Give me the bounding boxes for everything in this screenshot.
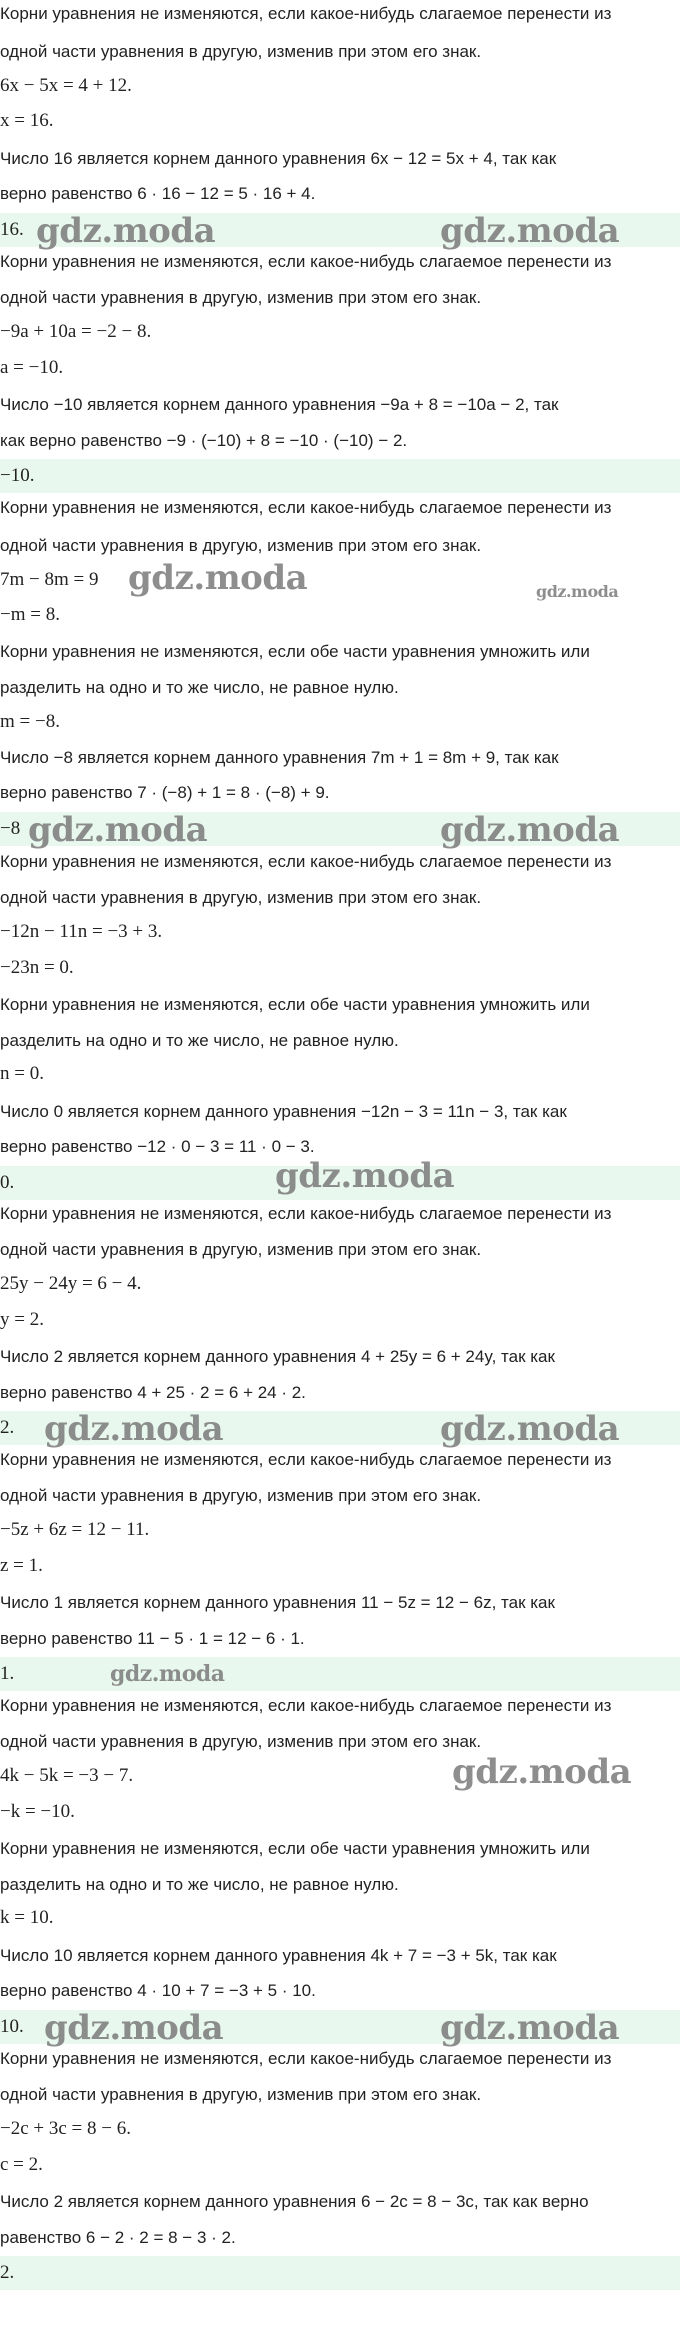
watermark: gdz.moda <box>440 1409 620 1449</box>
text-line: верно равенство 4 + 25 · 2 = 6 + 24 · 2. <box>0 1383 306 1402</box>
text-line: Число −8 является корнем данного уравнения 7m + 1 = 8m + 9, так как <box>0 748 559 767</box>
answer-value: 1. <box>0 1663 15 1684</box>
equation-line: x = 16. <box>0 110 54 131</box>
text-line: Корни уравнения не изменяются, если какое-нибудь слагаемое перенести из <box>0 498 612 517</box>
watermark: gdz.moda <box>440 810 620 850</box>
equation-line: k = 10. <box>0 1907 54 1928</box>
text-line: одной части уравнения в другую, изменив при этом его знак. <box>0 2085 482 2104</box>
watermark: gdz.moda <box>440 211 620 251</box>
answer-value: 16. <box>0 219 24 240</box>
text-line: верно равенство 4 · 10 + 7 = −3 + 5 · 10. <box>0 1981 316 2000</box>
equation-line: 7m − 8m = 9 <box>0 569 99 590</box>
equation-line: −m = 8. <box>0 604 60 625</box>
text-line: одной части уравнения в другую, изменив при этом его знак. <box>0 888 482 907</box>
text-line: одной части уравнения в другую, изменив при этом его знак. <box>0 42 482 61</box>
answer-value: −10. <box>0 465 35 486</box>
text-line: как верно равенство −9 · (−10) + 8 = −10 · (−10) − 2. <box>0 431 408 450</box>
watermark: gdz.moda <box>128 558 308 598</box>
text-line: Число 1 является корнем данного уравнения 11 − 5z = 12 − 6z, так как <box>0 1593 555 1612</box>
answer-value: 2. <box>0 2262 15 2283</box>
text-line: Число 2 является корнем данного уравнения 6 − 2c = 8 − 3c, так как верно <box>0 2192 589 2211</box>
text-line: Число 10 является корнем данного уравнения 4k + 7 = −3 + 5k, так как <box>0 1946 557 1965</box>
equation-line: n = 0. <box>0 1063 44 1084</box>
text-line: Корни уравнения не изменяются, если какое-нибудь слагаемое перенести из <box>0 1204 612 1223</box>
equation-line: 25y − 24y = 6 − 4. <box>0 1273 142 1294</box>
equation-line: z = 1. <box>0 1555 43 1576</box>
text-line: Число −10 является корнем данного уравнения −9a + 8 = −10a − 2, так <box>0 395 559 414</box>
text-line: Число 16 является корнем данного уравнения 6x − 12 = 5x + 4, так как <box>0 149 557 168</box>
text-line: верно равенство −12 · 0 − 3 = 11 · 0 − 3. <box>0 1137 315 1156</box>
text-line: Корни уравнения не изменяются, если обе части уравнения умножить или <box>0 1839 590 1858</box>
watermark: gdz.moda <box>275 1156 455 1196</box>
equation-line: m = −8. <box>0 711 60 732</box>
text-line: Число 0 является корнем данного уравнения −12n − 3 = 11n − 3, так как <box>0 1102 567 1121</box>
watermark: gdz.moda <box>440 2008 620 2048</box>
equation-line: −12n − 11n = −3 + 3. <box>0 921 163 942</box>
equation-line: −k = −10. <box>0 1801 75 1822</box>
answer-row <box>0 2256 680 2290</box>
answer-row <box>0 459 680 493</box>
text-line: Корни уравнения не изменяются, если какое-нибудь слагаемое перенести из <box>0 4 612 23</box>
answer-value: 2. <box>0 1417 15 1438</box>
text-line: верно равенство 11 − 5 · 1 = 12 − 6 · 1. <box>0 1629 305 1648</box>
text-line: верно равенство 6 · 16 − 12 = 5 · 16 + 4. <box>0 184 316 203</box>
text-line: Корни уравнения не изменяются, если обе части уравнения умножить или <box>0 995 590 1014</box>
text-line: разделить на одно и то же число, не равное нулю. <box>0 678 399 697</box>
text-line: одной части уравнения в другую, изменив при этом его знак. <box>0 1732 482 1751</box>
equation-line: −2c + 3c = 8 − 6. <box>0 2118 131 2139</box>
text-line: одной части уравнения в другую, изменив при этом его знак. <box>0 536 482 555</box>
equation-line: c = 2. <box>0 2154 43 2175</box>
text-line: одной части уравнения в другую, изменив при этом его знак. <box>0 1240 482 1259</box>
watermark: gdz.moda <box>536 582 619 601</box>
text-line: равенство 6 − 2 · 2 = 8 − 3 · 2. <box>0 2228 236 2247</box>
watermark: gdz.moda <box>28 810 208 850</box>
equation-line: 6x − 5x = 4 + 12. <box>0 75 132 96</box>
answer-value: 10. <box>0 2016 24 2037</box>
answer-value: 0. <box>0 1172 15 1193</box>
text-line: Число 2 является корнем данного уравнения 4 + 25y = 6 + 24y, так как <box>0 1347 555 1366</box>
text-line: одной части уравнения в другую, изменив при этом его знак. <box>0 1486 482 1505</box>
answer-value: −8 <box>0 818 21 839</box>
text-line: верно равенство 7 · (−8) + 1 = 8 · (−8) + 9. <box>0 783 330 802</box>
equation-line: y = 2. <box>0 1309 44 1330</box>
answer-row <box>0 1657 680 1691</box>
watermark: gdz.moda <box>44 2008 224 2048</box>
text-line: Корни уравнения не изменяются, если какое-нибудь слагаемое перенести из <box>0 1450 612 1469</box>
text-line: Корни уравнения не изменяются, если какое-нибудь слагаемое перенести из <box>0 2049 612 2068</box>
equation-line: −23n = 0. <box>0 957 74 978</box>
watermark: gdz.moda <box>452 1752 632 1792</box>
equation-line: a = −10. <box>0 357 64 378</box>
text-line: Корни уравнения не изменяются, если обе части уравнения умножить или <box>0 642 590 661</box>
watermark: gdz.moda <box>110 1661 225 1687</box>
text-line: разделить на одно и то же число, не равное нулю. <box>0 1031 399 1050</box>
text-line: разделить на одно и то же число, не равное нулю. <box>0 1875 399 1894</box>
watermark: gdz.moda <box>36 211 216 251</box>
text-line: Корни уравнения не изменяются, если какое-нибудь слагаемое перенести из <box>0 1696 612 1715</box>
text-line: Корни уравнения не изменяются, если какое-нибудь слагаемое перенести из <box>0 252 612 271</box>
text-line: Корни уравнения не изменяются, если какое-нибудь слагаемое перенести из <box>0 852 612 871</box>
equation-line: −5z + 6z = 12 − 11. <box>0 1519 150 1540</box>
equation-line: 4k − 5k = −3 − 7. <box>0 1765 134 1786</box>
watermark: gdz.moda <box>44 1409 224 1449</box>
text-line: одной части уравнения в другую, изменив при этом его знак. <box>0 288 482 307</box>
equation-line: −9a + 10a = −2 − 8. <box>0 321 152 342</box>
